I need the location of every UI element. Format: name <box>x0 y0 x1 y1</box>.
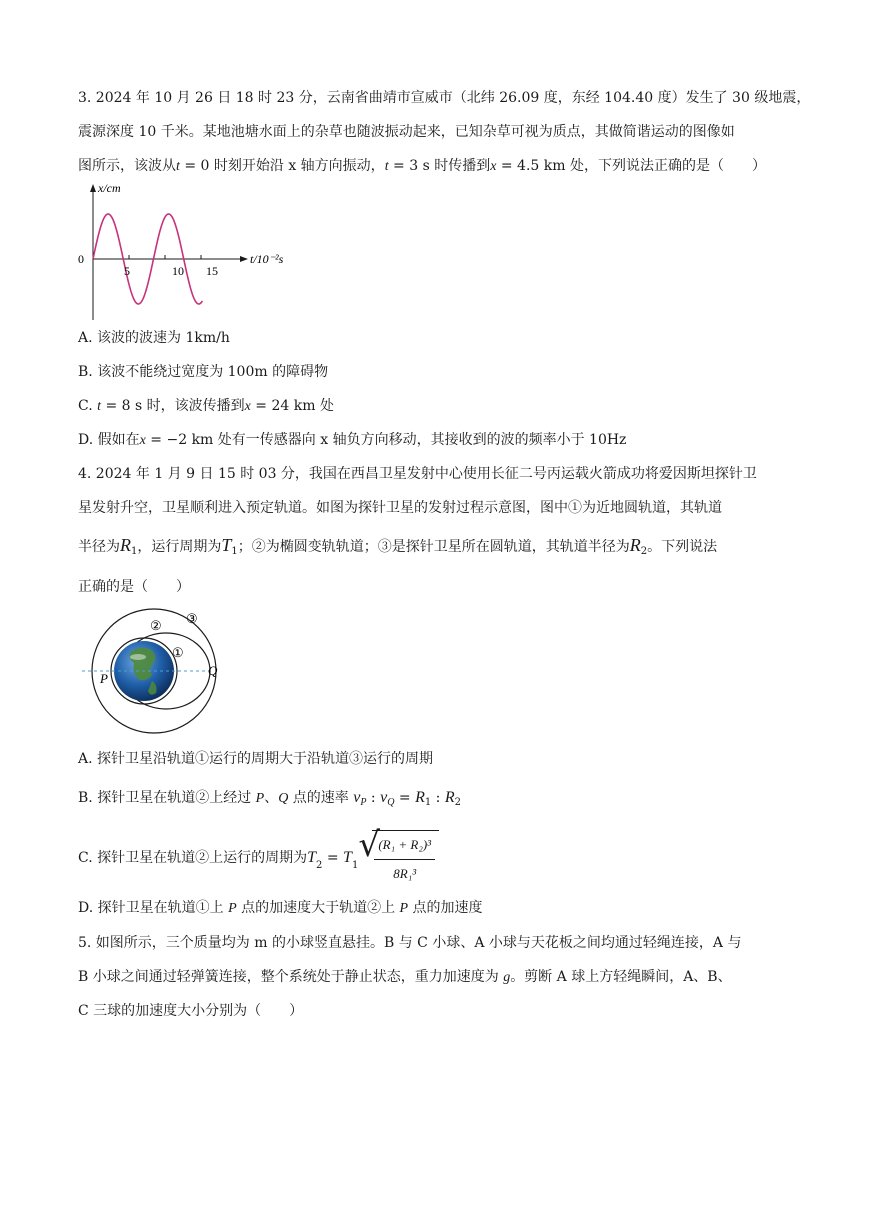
q4-option-c <box>78 825 439 886</box>
q5-line-1: 5. 如图所示，三个质量均为 m 的小球竖直悬挂。B 与 C 小球、A 小球与天花板之间均通过轻绳连接，A 与 <box>78 935 742 951</box>
wave-graph <box>78 180 298 325</box>
point-q-label: Q <box>208 663 218 678</box>
q4-option-b-r1-sub: 1 <box>424 797 432 808</box>
fraction <box>374 833 435 886</box>
q3-line-3 <box>78 156 766 177</box>
q3-option-d <box>78 430 626 451</box>
q4-var-r2: R <box>629 535 641 555</box>
q4-option-d-p2: P <box>399 901 409 916</box>
q4-line-2: 星发射升空，卫星顺利进入预定轨道。如图为探针卫星的发射过程示意图，图中①为近地圆轨道，其轨道 <box>78 500 722 516</box>
q4-option-b-r2: R <box>444 789 455 806</box>
fraction-denominator: 8R₁³ <box>393 866 417 881</box>
q4-option-c-t2-sub: 2 <box>316 860 323 871</box>
q4-option-b-q: Q <box>278 791 289 806</box>
q4-option-d-b: 点的加速度大于轨道②上 <box>236 900 400 916</box>
q3-option-d-b: = −2 km 处有一传感器向 x 轴负方向移动，其接收到的波的频率小于 10Hz <box>145 432 627 448</box>
q4-option-b-p: P <box>255 791 265 806</box>
q3-option-c-t: t <box>97 399 102 414</box>
q4-option-b-b: 、 <box>264 790 279 806</box>
x-axis-arrow <box>240 256 248 262</box>
q4-option-b-v2: v <box>380 789 388 806</box>
q3-option-b: B. 该波不能绕过宽度为 100m 的障碍物 <box>78 364 329 380</box>
q4-option-c-t1: T <box>343 849 352 866</box>
q3-option-a: A. 该波的波速为 1km/h <box>78 330 230 346</box>
q4-var-r1-sub: 1 <box>131 546 138 557</box>
q4-option-d-p: P <box>228 901 237 916</box>
origin-label: 0 <box>78 252 84 266</box>
q5-line-2-a: B 小球之间通过轻弹簧连接，整个系统处于静止状态，重力加速度为 <box>78 969 504 985</box>
q4-line-3-a: 半径为 <box>78 539 120 555</box>
q4-option-b-c: 点的速率 <box>288 790 354 806</box>
q3-option-d-x: x <box>139 433 146 448</box>
q3-option-c-x: x <box>244 399 251 414</box>
tick-label-5: 5 <box>124 264 130 278</box>
y-axis-arrow <box>90 184 96 192</box>
q4-line-3-c: ；②为椭圆变轨轨道；③是探针卫星所在圆轨道，其轨道半径为 <box>237 539 630 555</box>
q3-line-3-c: = 3 s 时传播到 <box>388 158 491 174</box>
q4-var-r2-sub: 2 <box>640 546 648 557</box>
q4-option-b-a: B. 探针卫星在轨道②上经过 <box>78 790 256 806</box>
q4-option-d-a: D. 探针卫星在轨道①上 <box>78 900 229 916</box>
q4-line-1: 4. 2024 年 1 月 9 日 15 时 03 分，我国在西昌卫星发射中心使用长征二号丙运载火箭成功将爱因斯坦探针卫 <box>78 466 757 482</box>
q4-option-c-a: C. 探针卫星在轨道②上运行的周期为 <box>78 850 308 866</box>
q4-option-c-equals: = <box>322 850 344 866</box>
orbit-3-label: ③ <box>186 612 198 627</box>
orbit-figure-svg <box>78 605 238 735</box>
q5-line-2 <box>78 967 732 988</box>
q3-line-2: 震源深度 10 千米。某地池塘水面上的杂草也随波振动起来，已知杂草可视为质点，其做简谐运动的图像如 <box>78 124 735 140</box>
q3-option-c-c: = 24 km 处 <box>250 398 334 414</box>
orbit-1-label: ① <box>172 646 184 661</box>
orbit-2-label: ② <box>150 619 162 634</box>
q3-var-x: x <box>490 159 497 174</box>
q4-line-3-d: 。下列说法 <box>647 539 718 555</box>
sqrt-sign-icon: √ <box>358 825 380 865</box>
q3-var-t0: t <box>176 159 180 174</box>
q3-var-t3: t <box>384 159 389 174</box>
q4-line-3 <box>78 535 717 562</box>
q4-line-4: 正确的是（ ） <box>78 579 190 595</box>
q3-line-3-d: = 4.5 km 处，下列说法正确的是（ ） <box>496 158 766 174</box>
y-axis-label: x/cm <box>98 181 121 195</box>
q4-option-b-r2-sub: 2 <box>454 797 461 808</box>
q4-option-b-vp-sub: P <box>360 797 367 808</box>
q4-option-b-vq-sub: Q <box>387 797 395 808</box>
q4-option-b-colon-2: : <box>431 790 445 806</box>
q4-option-b-v: v <box>353 789 361 806</box>
q4-option-d <box>78 898 483 919</box>
q3-option-d-a: D. 假如在 <box>78 432 140 448</box>
q4-option-d-c: 点的加速度 <box>408 900 483 916</box>
q3-line-1: 3. 2024 年 10 月 26 日 18 时 23 分，云南省曲靖市宣威市（北纬 26.09 度，东经 104.40 度）发生了 30 级地震， <box>78 90 811 106</box>
q4-option-c-t2: T <box>307 849 317 866</box>
q5-line-2-b: 。剪断 A 球上方轻绳瞬间，A、B、 <box>510 969 732 985</box>
orbit-figure <box>78 605 238 735</box>
earth-cloud <box>130 654 146 660</box>
q4-var-r1: R <box>120 535 131 555</box>
tick-label-10: 10 <box>172 264 184 278</box>
q5-line-3: C 三球的加速度大小分别为（ ） <box>78 1003 304 1019</box>
q4-option-c-t1-sub: 1 <box>351 860 359 871</box>
q3-line-3-b: = 0 时刻开始沿 x 轴方向振动， <box>179 158 385 174</box>
q3-option-c-a: C. <box>78 398 98 414</box>
q4-option-b-r1: R <box>415 789 425 806</box>
q4-var-t1: T <box>221 535 232 555</box>
fraction-numerator: (R₁ + R₂)³ <box>374 833 435 860</box>
q3-option-c <box>78 396 334 417</box>
q4-option-b <box>78 788 461 813</box>
sqrt-expression <box>358 825 439 886</box>
tick-label-15: 15 <box>206 264 218 278</box>
q4-line-3-b: ，运行周期为 <box>137 539 222 555</box>
q3-line-3-a: 图所示，该波从 <box>78 158 176 174</box>
q4-option-b-equals: = <box>394 790 416 806</box>
point-p-label: P <box>100 671 108 686</box>
q3-option-c-b: = 8 s 时，该波传播到 <box>101 398 245 414</box>
q5-var-g: g <box>503 970 511 985</box>
q4-option-b-colon: : <box>366 790 381 806</box>
wave-graph-svg <box>78 180 298 325</box>
q4-option-a: A. 探针卫星沿轨道①运行的周期大于沿轨道③运行的周期 <box>78 751 434 767</box>
x-axis-label: t/10⁻²s <box>250 252 284 266</box>
q4-var-t1-sub: 1 <box>231 546 238 557</box>
